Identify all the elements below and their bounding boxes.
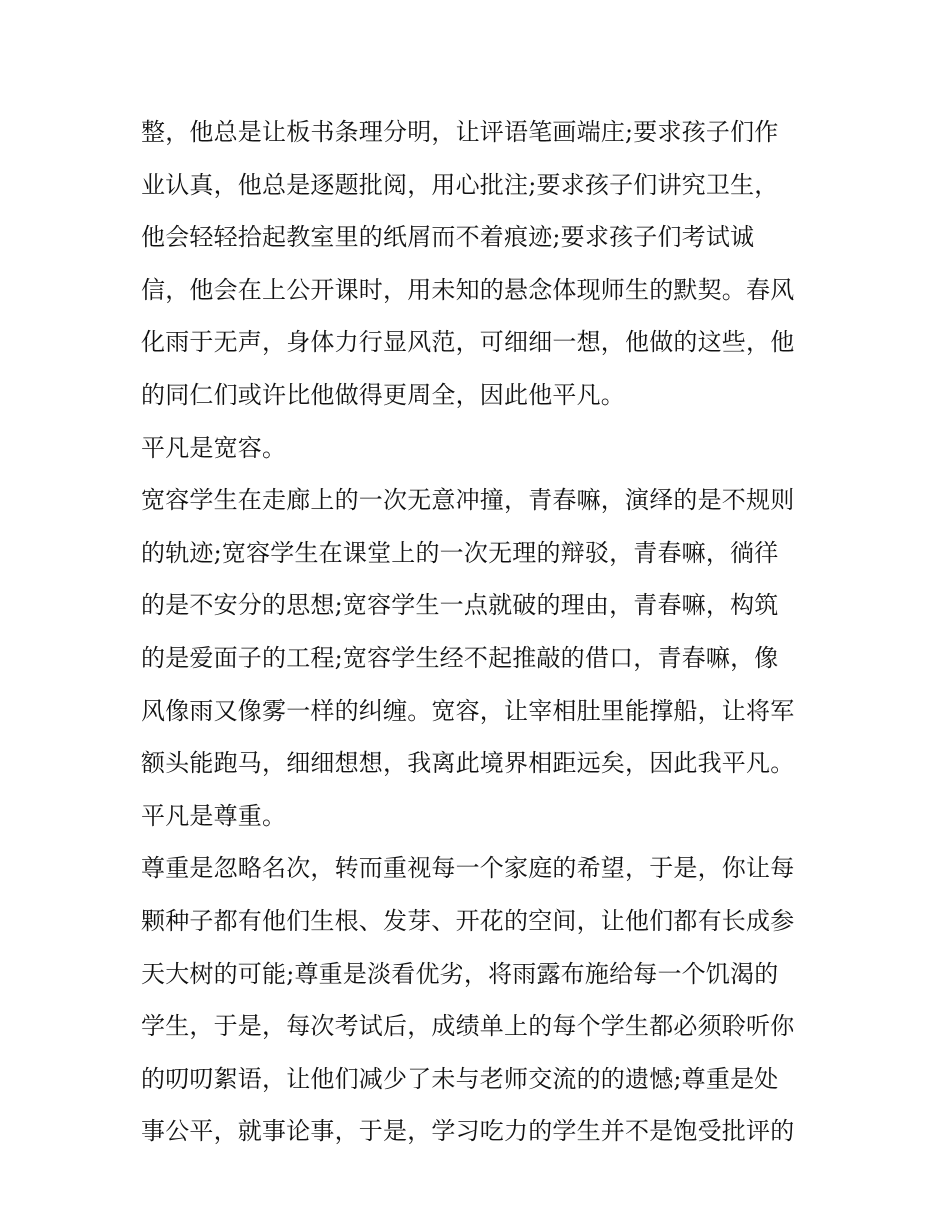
text-line: 的是爱面子的工程;宽容学生经不起推敲的借口，青春嘛，像 bbox=[141, 643, 779, 672]
section-heading: 平凡是宽容。 bbox=[141, 433, 287, 462]
text-line: 整，他总是让板书条理分明，让评语笔画端庄;要求孩子们作 bbox=[141, 118, 779, 146]
text-line: 业认真，他总是逐题批阅，用心批注;要求孩子们讲究卫生， bbox=[141, 170, 779, 199]
text-line: 的同仁们或许比他做得更周全，因此他平凡。 bbox=[141, 380, 625, 409]
text-line: 学生，于是，每次考试后，成绩单上的每个学生都必须聆听你 bbox=[141, 1012, 795, 1041]
section-heading: 平凡是尊重。 bbox=[141, 801, 287, 830]
text-line: 的是不安分的思想;宽容学生一点就破的理由，青春嘛，构筑 bbox=[141, 591, 779, 620]
body-text bbox=[141, 106, 821, 1158]
text-line: 信，他会在上公开课时，用未知的悬念体现师生的默契。春风 bbox=[141, 275, 795, 304]
text-line: 的叨叨絮语，让他们减少了未与老师交流的的遗憾;尊重是处 bbox=[141, 1064, 779, 1093]
text-line: 天大树的可能;尊重是淡看优劣，将雨露布施给每一个饥渴的 bbox=[141, 959, 779, 988]
text-line: 他会轻轻拾起教室里的纸屑而不着痕迹;要求孩子们考试诚 bbox=[141, 223, 755, 252]
text-line: 的轨迹;宽容学生在课堂上的一次无理的辩驳，青春嘛，徜徉 bbox=[141, 538, 779, 567]
text-line: 宽容学生在走廊上的一次无意冲撞，青春嘛，演绎的是不规则 bbox=[141, 486, 795, 515]
text-line: 颗种子都有他们生根、发芽、开花的空间，让他们都有长成参 bbox=[141, 906, 795, 935]
text-line: 风像雨又像雾一样的纠缠。宽容，让宰相肚里能撑船，让将军 bbox=[141, 696, 795, 725]
text-line: 额头能跑马，细细想想，我离此境界相距远矣，因此我平凡。 bbox=[141, 749, 795, 778]
text-line: 化雨于无声，身体力行显风范，可细细一想，他做的这些，他 bbox=[141, 328, 795, 357]
text-line: 事公平，就事论事，于是，学习吃力的学生并不是饱受批评的 bbox=[141, 1117, 795, 1146]
text-line: 尊重是忽略名次，转而重视每一个家庭的希望，于是，你让每 bbox=[141, 854, 795, 883]
